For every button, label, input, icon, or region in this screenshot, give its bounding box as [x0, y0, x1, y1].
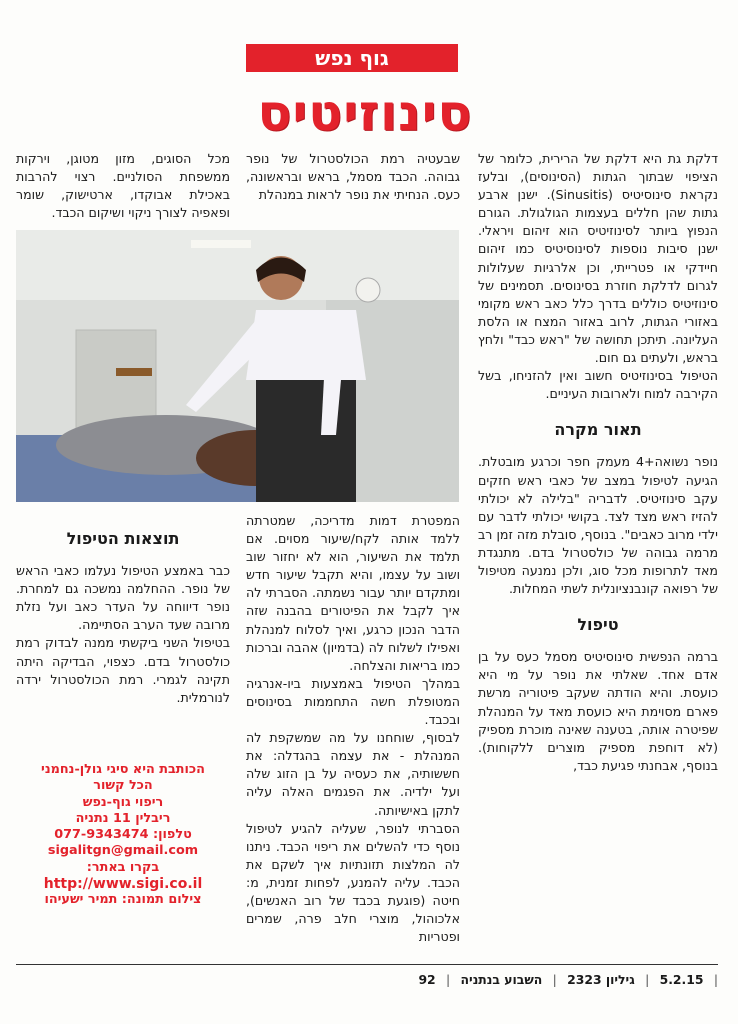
left-top-paragraph: מכל הסוגים, מזון מטוגן, וירקות ממשפחת הסולניים. רצוי להרבות באכילת אבוקדו, ארטישוק, שומר ופאפיה לצורך ניקוי ושיקום הכבד.	[16, 151, 230, 221]
footer-publication: השבוע בנתניה	[460, 972, 543, 987]
case-heading: תאור מקרה	[554, 420, 642, 440]
middle-paragraph-4: הסברתי לנופר, שעליה להגיע לטיפול נוסף כדי להשלים את ריפוי הכבד. ניתנו לה המלצות תזונתיות איך לשקם את הכבד. עליה להמנע, לפחות זמנית, מ: חיטה (פוגעת בכבד של רוב האנשים), אלכוהול, מוצרי חלב פרה, שמרים ופטריות	[246, 820, 460, 945]
middle-paragraph-3: לבסוף, שוחחנו על מה שמשקפת לה המנהלת - את עצמה בהגדלה: את חששותיה, את כעסיה על בן הזוג שלה ועל ילדיה. את הפגמים האלה עליה לתקן באישיותה.	[246, 730, 460, 818]
footer-separator: |	[446, 972, 451, 987]
intro-paragraph-2: הטיפול בסינוזיטיס חשוב ואין להזניחו, בשל הקירבה למוח ולארובות העיניים.	[478, 368, 718, 402]
photo-credit: צילום תמונה: תמיר ישעיהו	[44, 892, 202, 908]
column-left-top	[16, 150, 230, 222]
author-contact	[16, 762, 230, 922]
footer-date: 5.2.15	[659, 972, 704, 987]
middle-paragraph-1: המפטרת דמות מדריכה, שמטרתה ללמד אותה לקח/שיעור מסוים. אם תלמד את השיעור, הוא לא יחזור שוב ושוב על עצמו, והיא תקבל שיעור חדש ומתקדם יותר עבור נשמתה. הסברתי לה איך לקבל את הפיטורים בהבנה שזה הדבר הנכון כרגע, ואיך לסלוח למנהלת ואפילו לשלוח לה (בדמיון) אהבה וברכות כמו בריאות והצלחה.	[246, 513, 460, 673]
intro-paragraph: דלקת גת היא דלקת של הרירית, כלומר של הציפוי שבתוך הגתות (הסינוסים), ובלעז נקראת סינוסיטיס (Sinusitis). ישנן ארבע גתות שהן חללים בעצמות הגולגולת. הגורם הנפוץ ביותר לסינוזיטיס הוא זיהום ויראלי. ישנן סיבות נוספות לסינוסיטיס כמו זיהום חיידקי או פטרייתי, וכן אלרגיות שעלולות לגרום לדלקת חוזרת בסינוסים. תסמינים של סינוזיטיס כוללים בדרך כלל כאב ראש מקומי באזורי הגתות, לרוב באזור המצח או הלסת העליונה. תיתכן תחושה של "ראש כבד" ולחץ בראש, ולעתים גם חום.	[478, 151, 718, 366]
footer-rule	[16, 964, 718, 965]
clinic-address: ריבלין 11 נתניה	[75, 810, 171, 826]
results-paragraph-2: בטיפול השני ביקשתי ממנה לבדוק רמת כולסטרול בדם. כצפוי, הבדיקה היתה תקינה לגמרי. רמת הכולסטרול ירדה לנורמלית.	[16, 635, 230, 705]
middle-top-paragraph: שבעטיה רמת הכולסטרול של נופר גבוהה. הכבד מסמל, בראש ובראשונה, כעס. הנחיתי את נופר לראות במנהלת	[246, 151, 460, 203]
clinic-phone: טלפון: 077-9343474	[54, 827, 192, 843]
section-kicker: גוף נפש	[246, 44, 458, 72]
results-paragraph-1: כבר באמצע הטיפול נעלמו כאבי הראש של נופר. ההחלמה נמשכה גם למחרת. נופר דיווחה על העדר כאב ועל נזלת מרובה שעד הערב הסתיימה.	[16, 563, 230, 633]
clinic-website-link[interactable]: http://www.sigi.co.il	[43, 876, 203, 893]
treatment-paragraph: ברמה הנפשית סינוסיטיס מסמל כעס על בן אדם אחד. שאלתי את נופר על מי היא כועסת. והיא הודתה שעקב פיטוריה מרשת פארם מסוימת היא כועסת מאד על המנהלת שפיטרה אותה, בטענה שאינה מוכרת מספיק (לא דוחפת מספיק מוצרים ללקוחות). בנוסף, אבחנתי פגיעת כבד,	[478, 649, 718, 773]
column-left	[16, 512, 230, 752]
article-title: סינוזיטיס	[257, 84, 473, 142]
footer-separator: |	[552, 972, 557, 987]
middle-paragraph-2: במהלך הטיפול באמצעות ביו-אנרגיה המטופלת חשה התחממות בסינוסים ובכבד.	[246, 675, 460, 728]
footer-separator: |	[713, 972, 718, 987]
footer-page-number: 92	[418, 972, 436, 987]
footer-issue: גיליון 2323	[567, 972, 635, 987]
column-middle	[246, 512, 460, 960]
results-heading: תוצאות הטיפול	[66, 529, 180, 548]
page-footer	[400, 970, 718, 990]
case-paragraph: נופר נשואה+4 מעמק חפר וכרגע מובטלת. הגיעה לטיפול במצב של כאבי ראש חזקים עקב סינוזיטיס. לדבריה "בלילה לא יכולתי להזיז ראש מצד לצד. בקושי יכולתי לדבר עם ילדי מרוב כאבים". בנוסף, סובלת מזה זמן רב מרמה גבוהה של כולסטרול בדם. מתנגדת מאד לתרופות מכל סוג, ולכן נמנעה מטיפול של רפואה קונבנציונלית לשתי המחלות.	[478, 454, 718, 597]
treatment-heading: טיפול	[577, 615, 619, 635]
column-middle-top	[246, 150, 460, 222]
clinic-name: הכל קשור	[93, 778, 153, 794]
author-line: הכותבת היא סיגי גולן-נחמני	[41, 762, 205, 777]
clinic-subtitle: ריפוי גוף-נפש	[82, 794, 164, 810]
footer-separator: |	[645, 972, 650, 987]
column-right	[478, 150, 718, 960]
treatment-photo	[16, 230, 459, 502]
clinic-email[interactable]: sigalitgn@gmail.com	[47, 843, 199, 859]
photo-illustration	[16, 230, 459, 502]
visit-site-label: בקרו באתר:	[86, 859, 160, 875]
